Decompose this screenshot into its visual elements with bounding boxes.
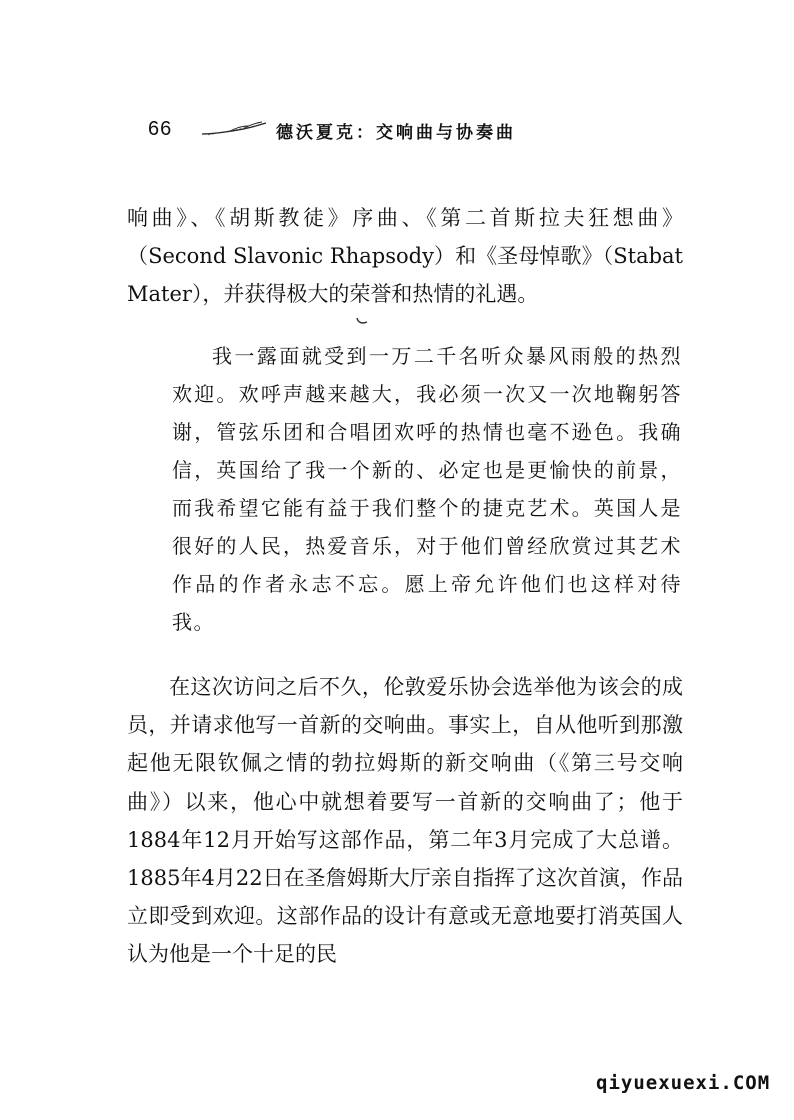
running-title: 德沃夏克：交响曲与协奏曲: [276, 123, 516, 143]
page-header: [148, 114, 668, 144]
site-watermark: qiyuexuexi.COM: [596, 1072, 771, 1094]
page-number: 66: [148, 118, 173, 140]
paragraph-3: 在这次访问之后不久，伦敦爱乐协会选举他为该会的成员，并请求他写一首新的交响曲。事实上，自从他听到那激起他无限钦佩之情的勃拉姆斯的新交响曲（《第三号交响曲》）以来，他心中就想着要写一首新的交响曲了；他于1884年12月开始写这部作品，第二年3月完成了大总谱。1885年4月22日在圣詹姆斯大厅亲自指挥了这次首演，作品立即受到欢迎。这部作品的设计有意或无意地要打消英国人认为他是一个十足的民: [127, 675, 683, 967]
decorative-flourish-icon: [200, 120, 270, 138]
block-quote: 我一露面就受到一万二千名听众暴风雨般的热烈欢迎。欢呼声越来越大，我必须一次又一次地鞠躬答谢，管弦乐团和合唱团欢呼的热情也毫不逊色。我确信，英国给了我一个新的、必定也是更愉快的前景，而我希望它能有益于我们整个的捷克艺术。英国人是很好的人民，热爱音乐，对于他们曾经欣赏过其艺术作品的作者永志不忘。愿上帝允许他们也这样对待我。: [172, 344, 682, 634]
stray-ink-mark-icon: [355, 316, 369, 326]
paragraph-1: 响曲》、《胡斯教徒》序曲、《第二首斯拉夫狂想曲》（Second Slavonic Rhapsody）和《圣母悼歌》（Stabat Mater），并获得极大的荣誉和热情的礼遇。: [127, 206, 683, 307]
